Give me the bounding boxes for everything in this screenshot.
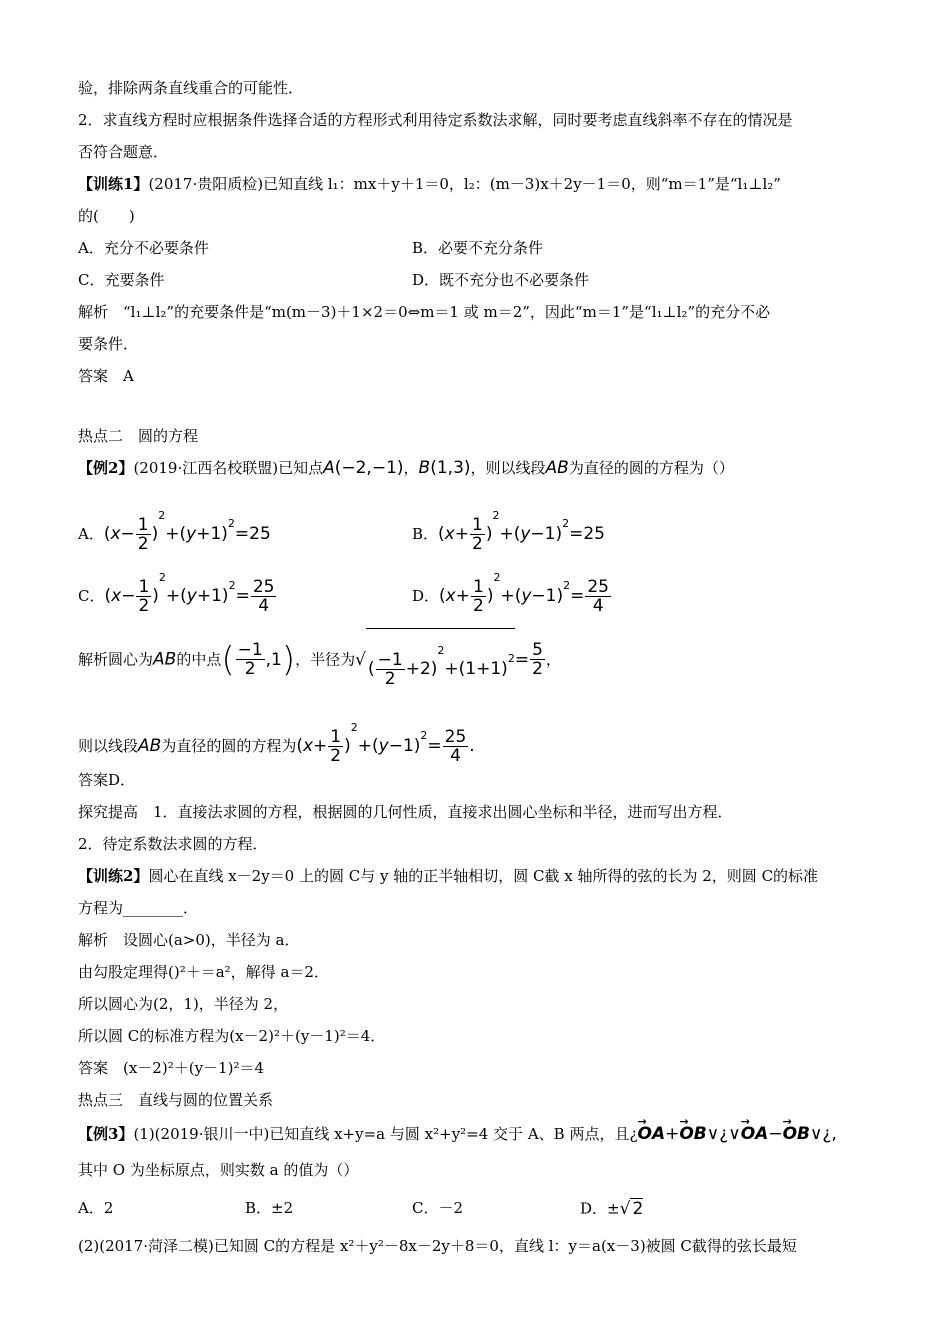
equation: (x+ $\frac{1}{2}$ )$^2+(y-1)^2=$ $\frac{25}{4}$ . bbox=[296, 721, 475, 766]
text-line: 2．待定系数法求圆的方程． bbox=[78, 835, 268, 853]
example3-question: 【例3】(1)(2019·银川一中)已知直线 x+y=a 与圆 x²+y²=4 交于 A、B 两点，且¿→ OA+→ OB∨¿∨→ OA−→ OB∨¿, bbox=[78, 1124, 837, 1144]
text-line: 2．求直线方程时应根据条件选择合适的方程形式利用待定系数法求解，同时要考虑直线斜率不存在的情况是 bbox=[78, 111, 793, 129]
text-line: 方程为________． bbox=[78, 899, 199, 917]
solution-line: 由勾股定理得()²＋＝a²，解得 a＝2． bbox=[78, 963, 329, 981]
solution-line: 解析圆心为AB的中点( $\frac{-1}{2}$ ,1)，半径为√ ( $\frac{-1}{2}$ $+2)^2+(1+1)^2=$ $\frac{5}{2}$ ， bbox=[78, 628, 561, 691]
section-heading: 热点二 圆的方程 bbox=[78, 427, 199, 445]
example2-question: 【例2】(2019·江西名校联盟)已知点A(−2,−1)，B(1,3)，则以线段AB为直径的圆的方程为（） bbox=[78, 458, 734, 478]
equation: (x− $\frac{1}{2}$ )$^2+(y+1)^2=25$ bbox=[103, 509, 271, 554]
option-d: D．(x+ $\frac{1}{2}$ )$^2+(y-1)^2=$ $\frac{25}{4}$ bbox=[412, 558, 612, 616]
solution-line: 所以圆 C的标准方程为(x－2)²＋(y－1)²＝4． bbox=[78, 1027, 386, 1045]
option-b: B．±2 bbox=[245, 1199, 294, 1217]
training2-head: 【训练2】 bbox=[78, 867, 149, 885]
text-line: 的( ) bbox=[78, 207, 135, 225]
training1-question bbox=[78, 174, 781, 194]
answer-line: 答案D． bbox=[78, 771, 136, 789]
training2-question: 【训练2】圆心在直线 x－2y＝0 上的圆 C与 y 轴的正半轴相切，圆 C截 x 轴所得的弦的长为 2，则圆 C的标准 bbox=[78, 867, 819, 885]
solution-line: 则以线段AB为直径的圆的方程为(x+ $\frac{1}{2}$ )$^2+(y-1)^2=$ $\frac{25}{4}$ . bbox=[78, 721, 475, 766]
equation: (x− $\frac{1}{2}$ )$^2+(y+1)^2=$ $\frac{25}{4}$ bbox=[104, 571, 275, 616]
option-a: A．(x− $\frac{1}{2}$ )$^2+(y+1)^2=25$ bbox=[78, 509, 271, 554]
option-a: A．充分不必要条件 bbox=[78, 239, 209, 257]
solution-line: 要条件． bbox=[78, 335, 139, 353]
training1-head: 【训练1】 bbox=[78, 175, 149, 193]
equation: (x+ $\frac{1}{2}$ )$^2+(y-1)^2=$ $\frac{25}{4}$ bbox=[439, 571, 609, 616]
option-c: C．(x− $\frac{1}{2}$ )$^2+(y+1)^2=$ $\frac{25}{4}$ bbox=[78, 558, 277, 616]
option-b: B．(x+ $\frac{1}{2}$ )$^2+(y-1)^2=25$ bbox=[412, 509, 605, 554]
text-line: (2)(2017·菏泽二模)已知圆 C的方程是 x²＋y²－8x－2y＋8＝0，直线 l：y＝a(x－3)被圆 C截得的弦长最短 bbox=[78, 1237, 797, 1255]
text-line: 其中 O 为坐标原点，则实数 a 的值为（） bbox=[78, 1161, 359, 1179]
option-c: C．－2 bbox=[412, 1199, 464, 1217]
text-line: 否符合题意． bbox=[78, 143, 169, 161]
answer-line: 答案 A bbox=[78, 367, 134, 385]
text-line: 验，排除两条直线重合的可能性． bbox=[78, 79, 304, 97]
option-d: D．±√ 2 bbox=[580, 1198, 644, 1219]
answer-line: 答案 (x－2)²＋(y－1)²＝4 bbox=[78, 1059, 264, 1077]
equation: (x+ $\frac{1}{2}$ )$^2+(y-1)^2=25$ bbox=[438, 509, 605, 554]
vector-expression: → OA+→ OB∨¿∨→ OA−→ OB∨¿, bbox=[638, 1124, 837, 1144]
option-d: D．既不充分也不必要条件 bbox=[412, 271, 590, 289]
training1-text: (2017·贵阳质检)已知直线 l₁：mx＋y＋1＝0，l₂：(m－3)x＋2y－1＝0，则“m＝1”是“l₁⊥l₂” bbox=[148, 175, 781, 193]
radius-expression: √ ( $\frac{-1}{2}$ $+2)^2+(1+1)^2=$ $\frac{5}{2}$ bbox=[355, 650, 546, 670]
option-b: B．必要不充分条件 bbox=[412, 239, 544, 257]
section-heading: 热点三 直线与圆的位置关系 bbox=[78, 1091, 274, 1109]
option-c: C．充要条件 bbox=[78, 271, 165, 289]
point-a: A(−2,−1) bbox=[323, 458, 404, 478]
example2-head: 【例2】 bbox=[78, 459, 134, 477]
point-b: B(1,3) bbox=[418, 458, 471, 478]
example3-head: 【例3】 bbox=[78, 1125, 134, 1143]
solution-line: 解析 “l₁⊥l₂”的充要条件是“m(m－3)＋1×2＝0⇔m＝1 或 m＝2”，因此“m＝1”是“l₁⊥l₂”的充分不必 bbox=[78, 303, 771, 321]
text-line: 探究提高 1．直接法求圆的方程，根据圆的几何性质，直接求出圆心坐标和半径，进而写出方程． bbox=[78, 803, 733, 821]
solution-line: 所以圆心为(2，1)，半径为 2， bbox=[78, 995, 289, 1013]
option-a: A．2 bbox=[78, 1199, 114, 1217]
solution-line: 解析 设圆心(a>0)，半径为 a． bbox=[78, 931, 300, 949]
